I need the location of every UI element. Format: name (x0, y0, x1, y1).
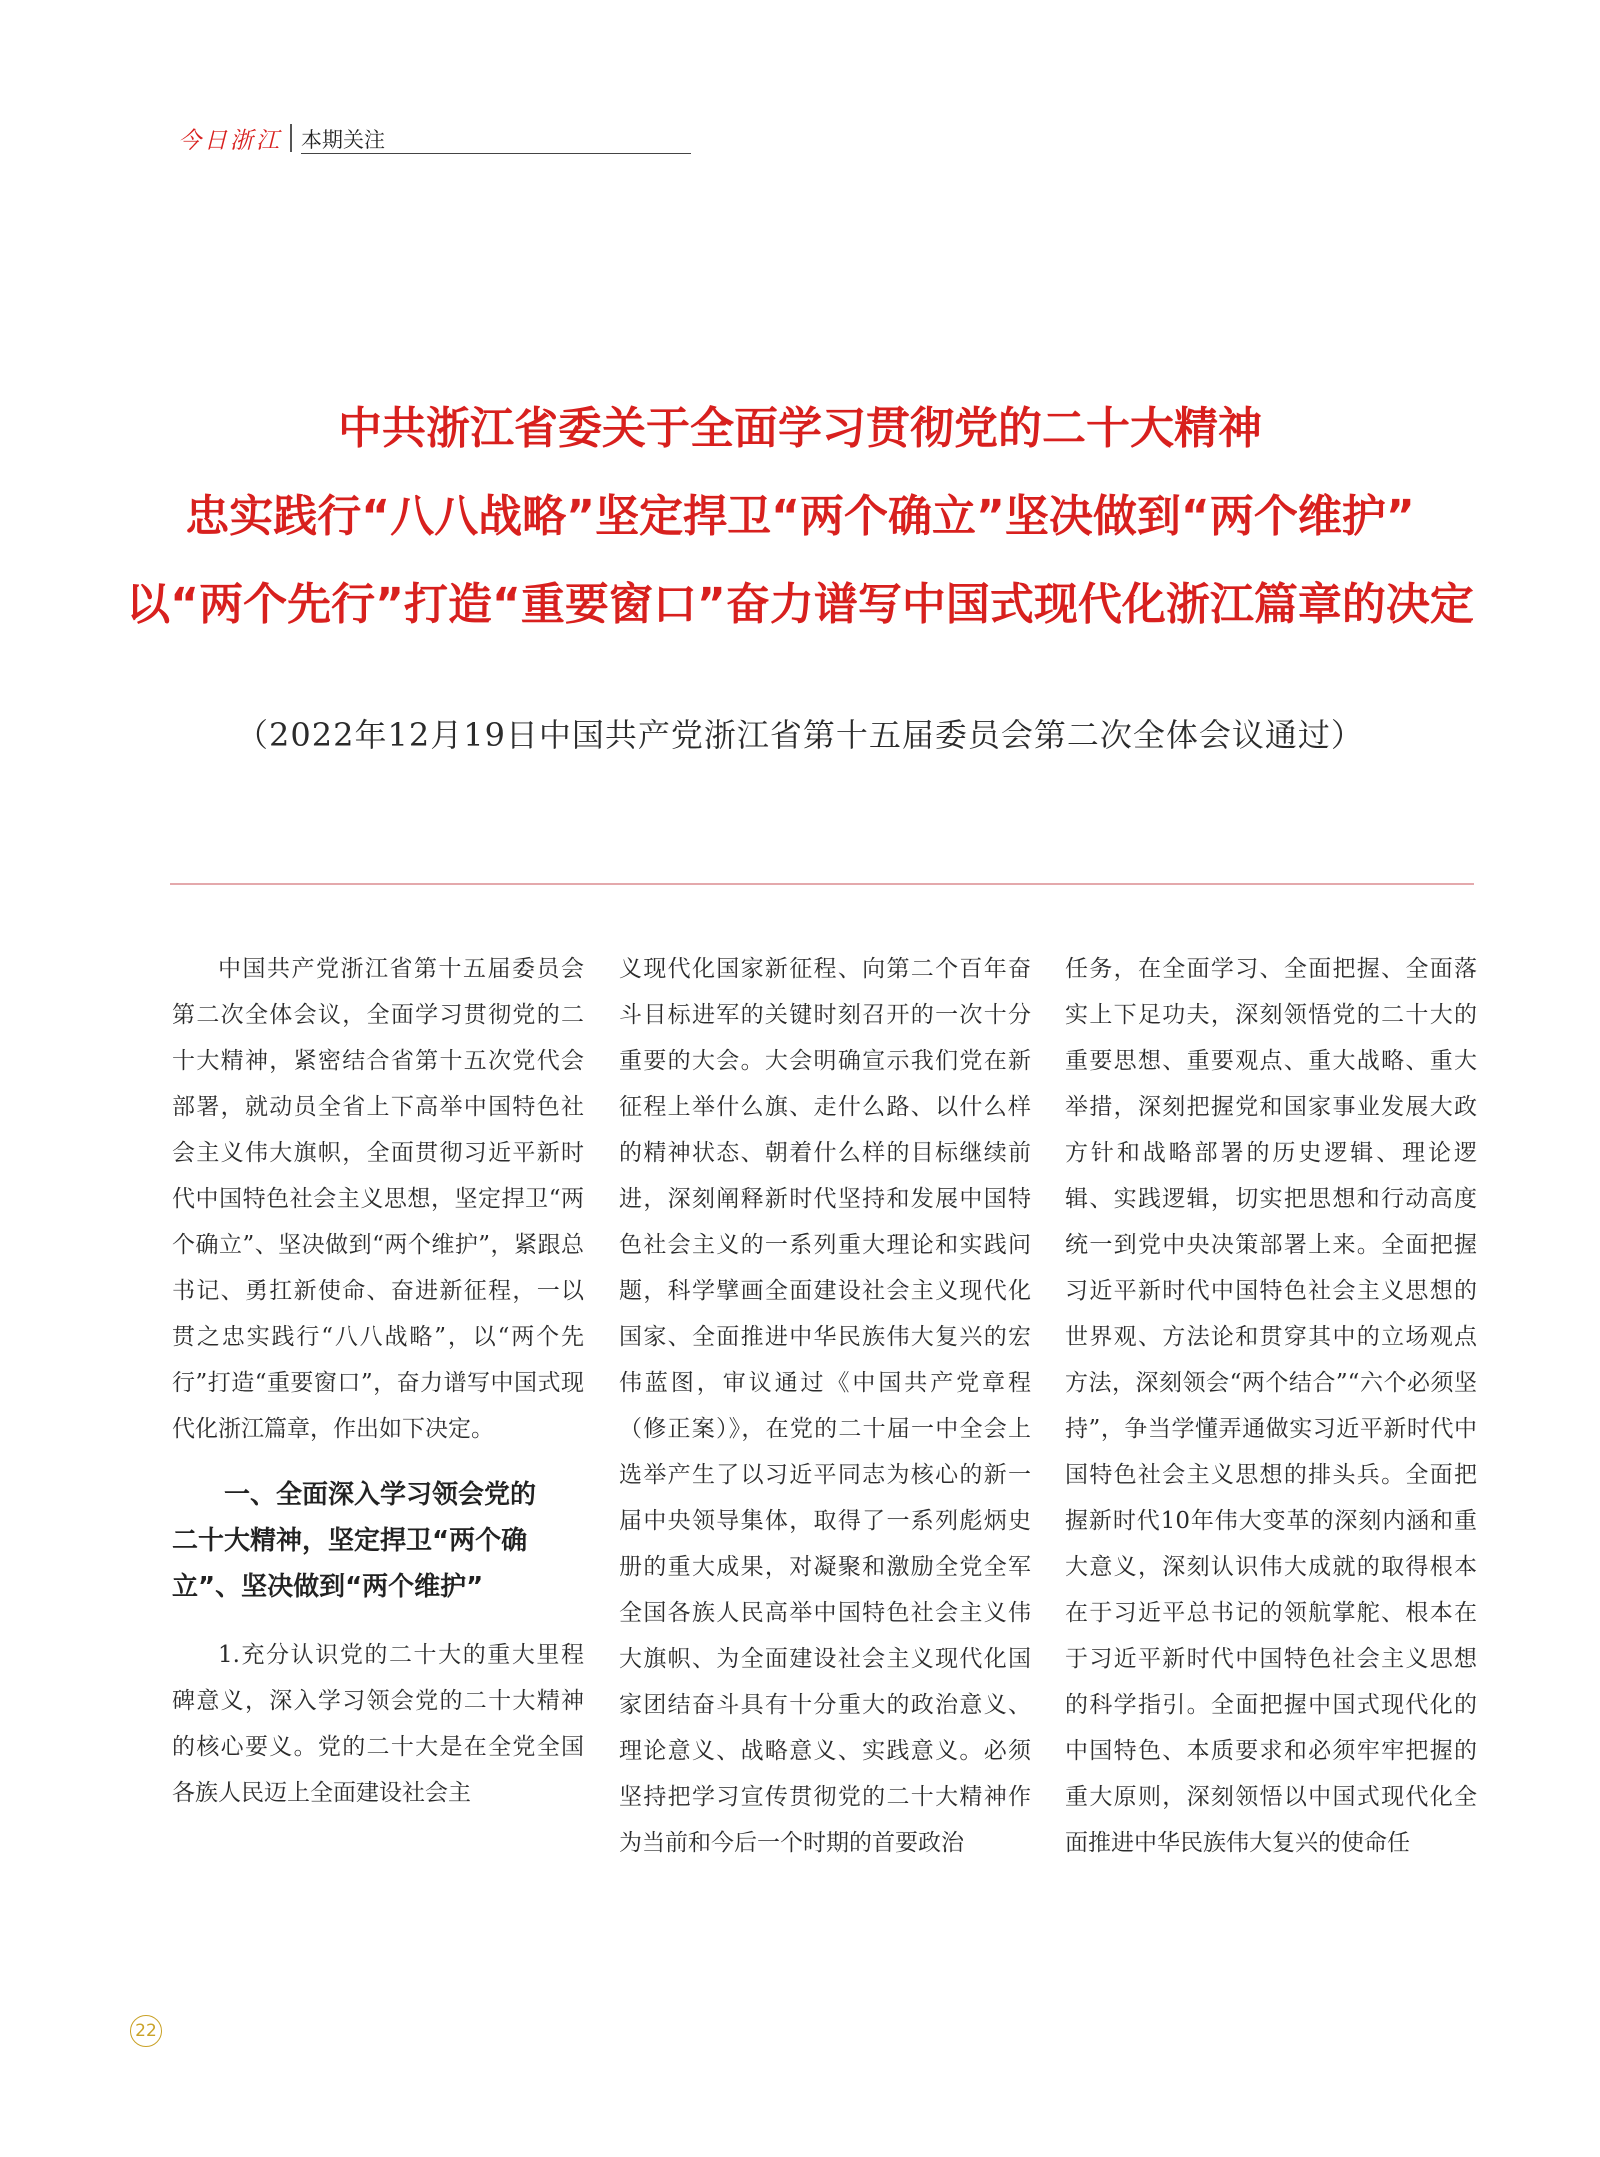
title-line-3: 以“两个先行”打造“重要窗口”奋力谱写中国式现代化浙江篇章的决定 (126, 579, 1474, 630)
body-paragraph: 义现代化国家新征程、向第二个百年奋斗目标进军的关键时刻召开的一次十分重要的大会。大会明确宣示我们党在新征程上举什么旗、走什么路、以什么样的精神状态、朝着什么样的目标继续前进，深刻阐释新时代坚持和发展中国特色社会主义的一系列重大理论和实践问题，科学擘画全面建设社会主义现代化国家、全面推进中华民族伟大复兴的宏伟蓝图，审议通过《中国共产党章程（修正案）》，在党的二十届一中全会上选举产生了以习近平同志为核心的新一届中央领导集体，取得了一系列彪炳史册的重大成果，对凝聚和激励全党全军全国各族人民高举中国特色社会主义伟大旗帜、为全面建设社会主义现代化国家团结奋斗具有十分重大的政治意义、理论意义、战略意义、实践意义。必须坚持把学习宣传贯彻党的二十大精神作为当前和今后一个时期的首要政治 (619, 956, 1031, 1856)
magazine-logo: 今日浙江 (178, 128, 282, 154)
title-line-2: 忠实践行“八八战略”坚定捍卫“两个确立”坚决做到“两个维护” (185, 491, 1415, 542)
article-title (0, 385, 1600, 649)
body-paragraph: 任务，在全面学习、全面把握、全面落实上下足功夫，深刻领悟党的二十大的重要思想、重要观点、重大战略、重大举措，深刻把握党和国家事业发展大政方针和战略部署的历史逻辑、理论逻辑、实践逻辑，切实把思想和行动高度统一到党中央决策部署上来。全面把握习近平新时代中国特色社会主义思想的世界观、方法论和贯穿其中的立场观点方法，深刻领会“两个结合”“六个必须坚持”，争当学懂弄通做实习近平新时代中国特色社会主义思想的排头兵。全面把握新时代10年伟大变革的深刻内涵和重大意义，深刻认识伟大成就的取得根本在于习近平总书记的领航掌舵、根本在于习近平新时代中国特色社会主义思想的科学指引。全面把握中国式现代化的中国特色、本质要求和必须牢牢把握的重大原则，深刻领悟以中国式现代化全面推进中华民族伟大复兴的使命任 (1065, 956, 1477, 1856)
text-column-1 (172, 946, 584, 1816)
article-subtitle: （2022年12月19日中国共产党浙江省第十五届委员会第二次全体会议通过） (236, 716, 1364, 754)
header-separator (290, 124, 292, 152)
section-heading-1 (172, 1472, 584, 1610)
text-column-2 (619, 946, 1031, 1866)
page-number: 22 (130, 2015, 162, 2047)
item-paragraph-1: 1.充分认识党的二十大的重大里程碑意义，深入学习领会党的二十大精神的核心要义。党的二十大是在全党全国各族人民迈上全面建设社会主 (172, 1642, 584, 1806)
intro-paragraph: 中国共产党浙江省第十五届委员会第二次全体会议，全面学习贯彻党的二十大精神，紧密结合省第十五次党代会部署，就动员全省上下高举中国特色社会主义伟大旗帜，全面贯彻习近平新时代中国特色社会主义思想，坚定捍卫“两个确立”、坚决做到“两个维护”，紧跟总书记、勇扛新使命、奋进新征程，一以贯之忠实践行“八八战略”，以“两个先行”打造“重要窗口”，奋力谱写中国式现代化浙江篇章，作出如下决定。 (172, 956, 584, 1442)
heading-line: 立”、坚决做到“两个维护” (172, 1572, 484, 1602)
section-label: 本期关注 (301, 128, 385, 152)
title-divider (170, 883, 1474, 885)
heading-line: 二十大精神，坚定捍卫“两个确 (172, 1526, 528, 1556)
text-column-3 (1065, 946, 1477, 1866)
header-rule (301, 153, 691, 154)
title-line-1: 中共浙江省委关于全面学习贯彻党的二十大精神 (338, 403, 1262, 454)
heading-line: 一、全面深入学习领会党的 (224, 1480, 537, 1510)
